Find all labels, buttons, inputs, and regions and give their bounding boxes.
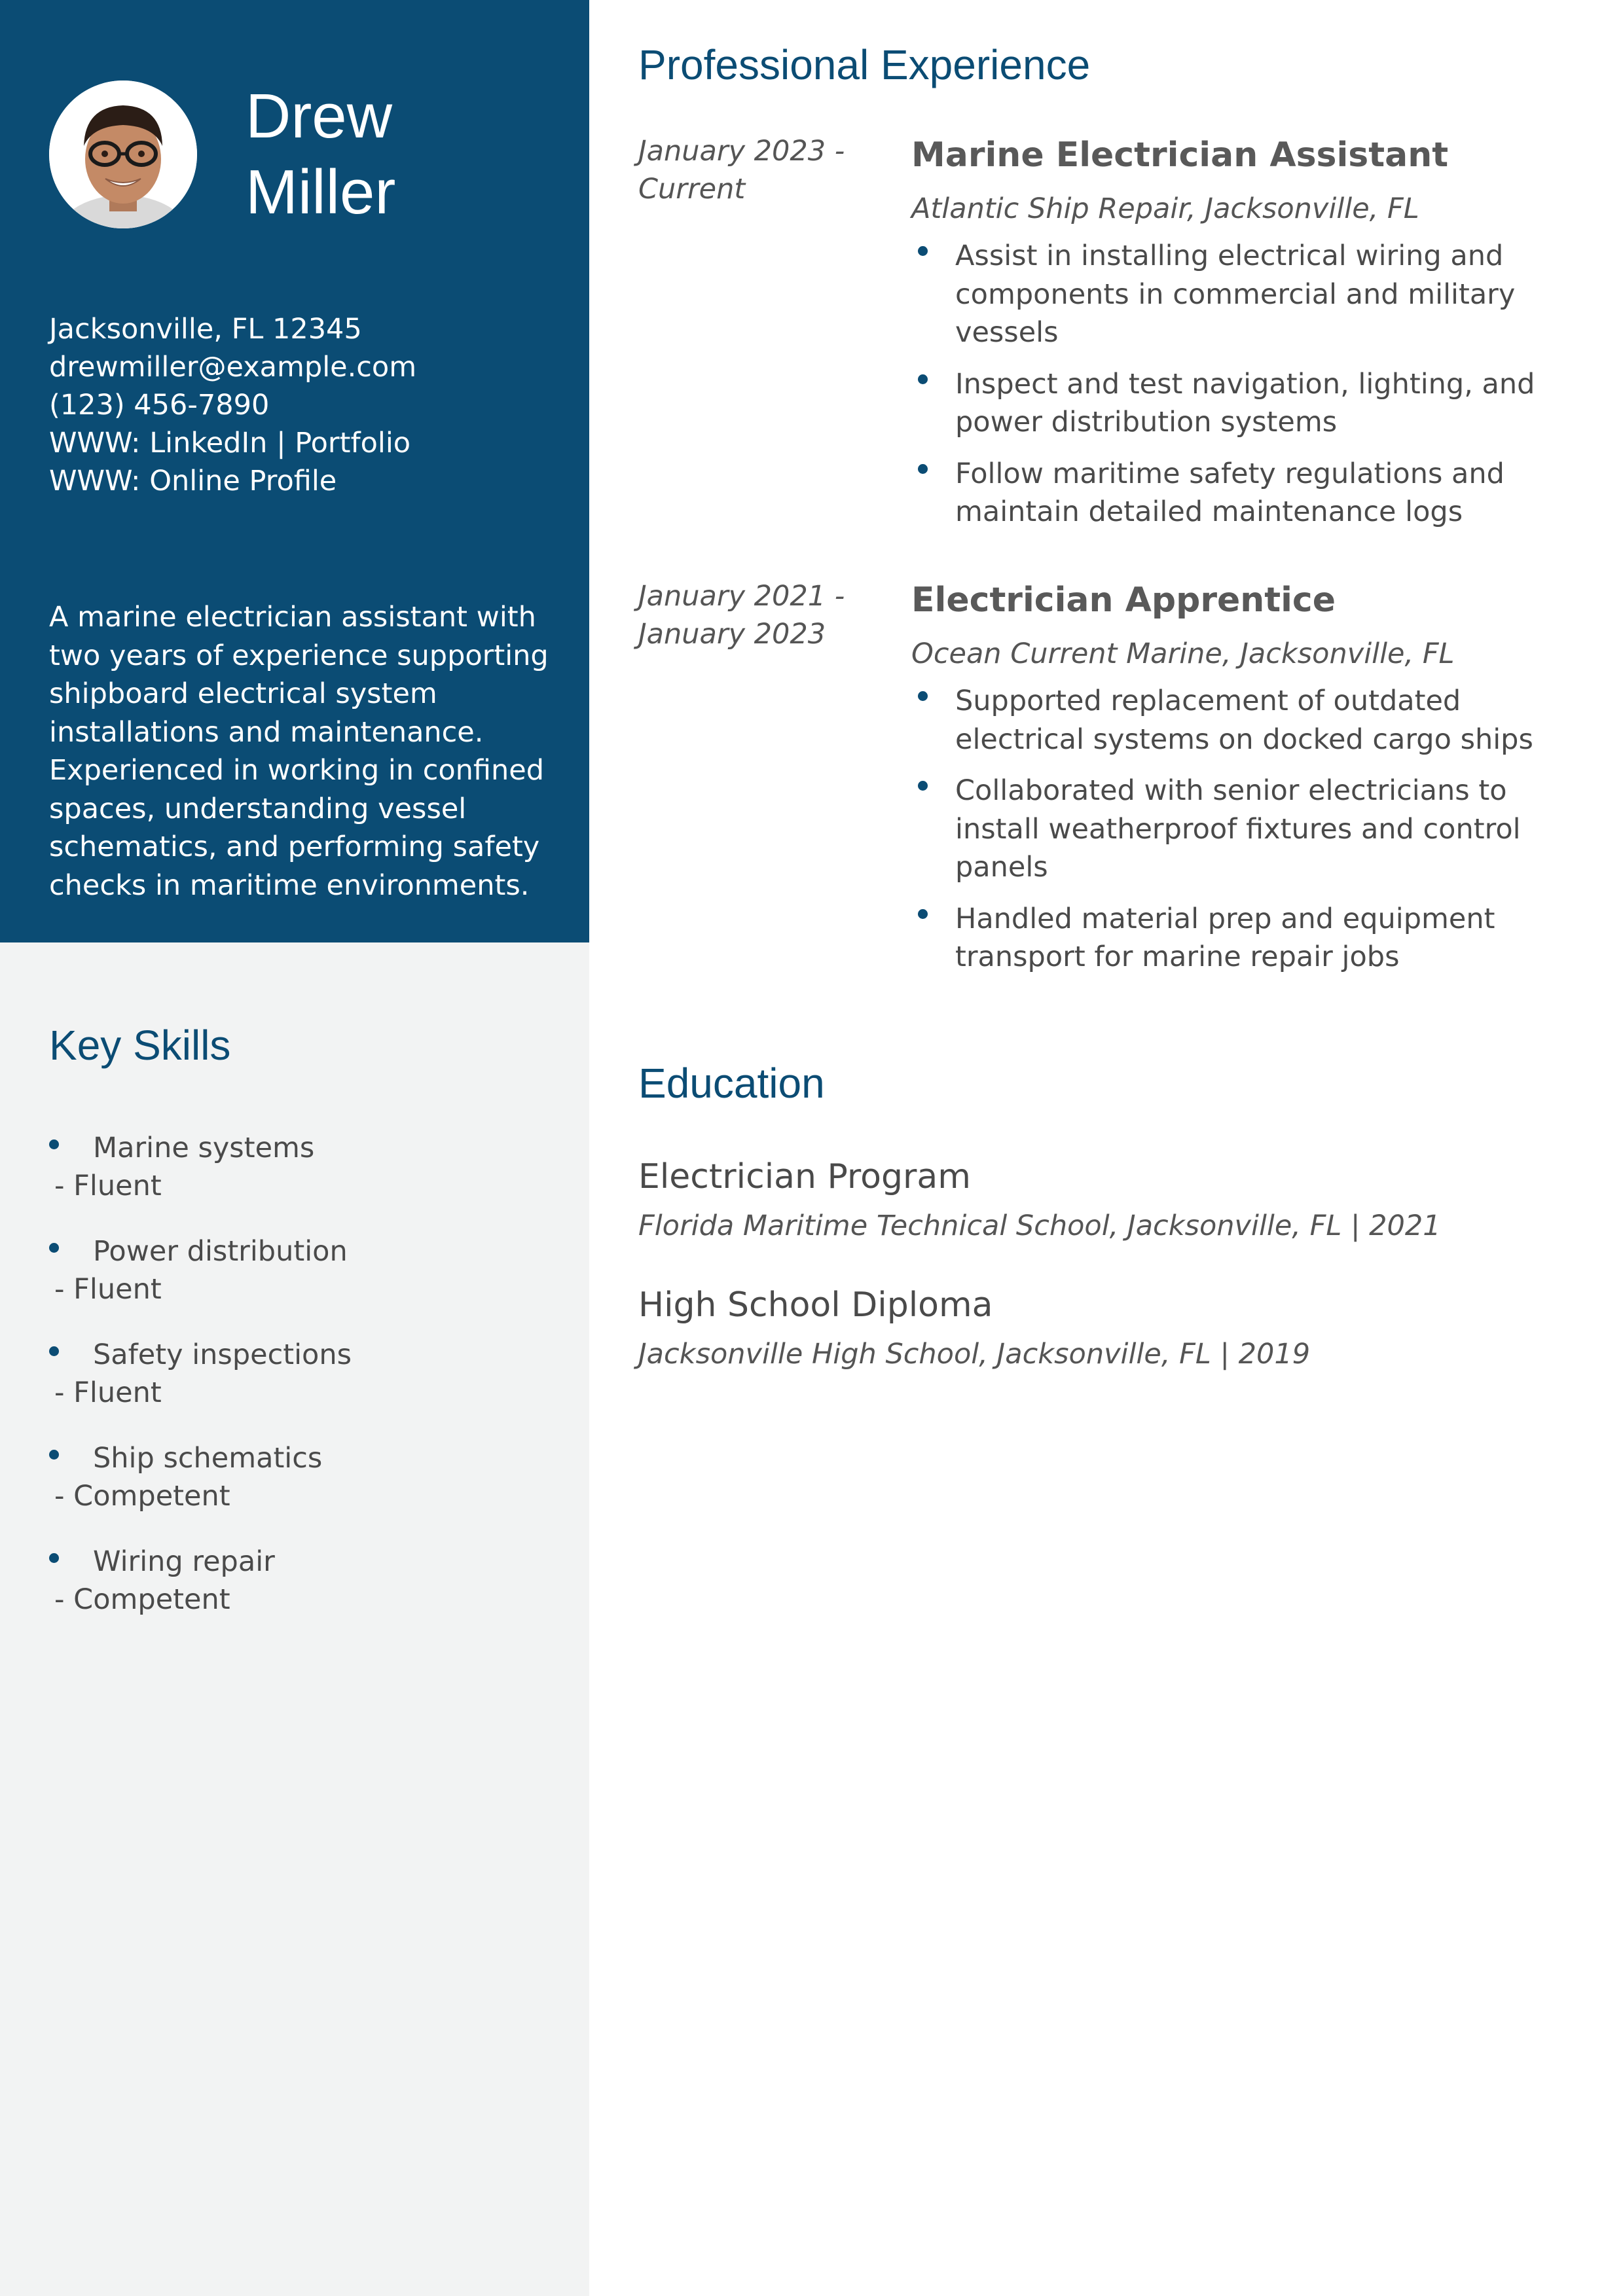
skill-name: Ship schematics <box>93 1442 323 1475</box>
skill-name: Marine systems <box>93 1132 315 1164</box>
job-bullet-text: Follow maritime safety regulations and maintain detailed maintenance logs <box>955 457 1504 528</box>
job-start-date: January 2021 - <box>638 580 845 613</box>
contact-links: WWW: LinkedIn | Portfolio <box>49 427 411 459</box>
skills-list <box>49 1129 560 1646</box>
job-dates <box>638 132 887 208</box>
job-end-date: Current <box>638 173 746 206</box>
profile-summary: A marine electrician assistant with two years of experience supporting shipboard electrical system installations and maintenance. Experienced in working in confined spaces, understanding vessel schematics, and performing safety checks in maritime environments. <box>49 601 549 902</box>
education-school: Jacksonville High School, Jacksonville, FL | 2019 <box>638 1338 1311 1371</box>
contact-online-profile: WWW: Online Profile <box>49 465 337 497</box>
education-heading: Education <box>638 1060 825 1107</box>
skill-level: - Fluent <box>54 1273 162 1306</box>
job-bullet <box>911 900 1566 977</box>
contact-address: Jacksonville, FL 12345 <box>49 313 362 346</box>
bullet-icon <box>49 1139 59 1149</box>
bullet-icon <box>918 781 928 791</box>
job-bullet <box>911 455 1566 531</box>
job-bullets <box>911 237 1566 545</box>
skill-item <box>49 1439 560 1543</box>
job-bullets <box>911 682 1566 990</box>
job-end-date: January 2023 <box>638 618 826 651</box>
education-school: Florida Maritime Technical School, Jacksonville, FL | 2021 <box>638 1210 1441 1242</box>
job-bullet-text: Supported replacement of outdated electrical systems on docked cargo ships <box>955 685 1533 756</box>
job-bullet <box>911 682 1566 759</box>
sidebar <box>0 0 589 2296</box>
bullet-icon <box>49 1553 59 1563</box>
skill-item <box>49 1336 560 1439</box>
bullet-icon <box>918 691 928 701</box>
education-entry <box>638 1283 1568 1373</box>
skill-level: - Competent <box>54 1583 230 1616</box>
job-company: Ocean Current Marine, Jacksonville, FL <box>911 637 1455 670</box>
contact-email: drewmiller@example.com <box>49 351 417 384</box>
job-bullet-text: Collaborated with senior electricians to install weatherproof fixtures and control panels <box>955 774 1521 884</box>
bullet-icon <box>49 1450 59 1460</box>
job-bullet-text: Inspect and test navigation, lighting, and power distribution systems <box>955 367 1535 439</box>
skill-level: - Fluent <box>54 1170 162 1202</box>
last-name: Miller <box>246 157 396 227</box>
job-company: Atlantic Ship Repair, Jacksonville, FL <box>911 192 1419 225</box>
education-degree: High School Diploma <box>638 1285 993 1325</box>
skill-item <box>49 1129 560 1232</box>
job-bullet-text: Handled material prep and equipment transport for marine repair jobs <box>955 902 1495 973</box>
skill-name: Safety inspections <box>93 1338 352 1371</box>
job-dates <box>638 577 887 653</box>
job-bullet <box>911 365 1566 442</box>
first-name: Drew <box>246 81 393 151</box>
bullet-icon <box>918 374 928 384</box>
skill-name: Power distribution <box>93 1235 348 1268</box>
contact-info <box>49 310 560 500</box>
job-bullet <box>911 772 1566 887</box>
skill-level: - Fluent <box>54 1376 162 1409</box>
bullet-icon <box>918 909 928 919</box>
experience-heading: Professional Experience <box>638 41 1091 88</box>
avatar <box>49 81 197 228</box>
skill-item <box>49 1232 560 1336</box>
sidebar-header <box>0 0 589 942</box>
bullet-icon <box>918 464 928 474</box>
job-title: Marine Electrician Assistant <box>911 135 1449 175</box>
job-start-date: January 2023 - <box>638 135 845 168</box>
education-entry <box>638 1155 1568 1245</box>
avatar-photo-icon <box>49 81 197 228</box>
bullet-icon <box>49 1243 59 1253</box>
skill-level: - Competent <box>54 1480 230 1513</box>
education-degree: Electrician Program <box>638 1157 971 1196</box>
skill-item <box>49 1543 560 1646</box>
bullet-icon <box>918 246 928 256</box>
job-bullet-text: Assist in installing electrical wiring and components in commercial and military vessels <box>955 240 1516 349</box>
skill-name: Wiring repair <box>93 1545 275 1578</box>
skills-heading: Key Skills <box>49 1022 231 1069</box>
job-bullet <box>911 237 1566 352</box>
bullet-icon <box>49 1346 59 1356</box>
contact-phone: (123) 456-7890 <box>49 389 270 422</box>
candidate-name <box>246 79 573 230</box>
job-title: Electrician Apprentice <box>911 581 1336 620</box>
